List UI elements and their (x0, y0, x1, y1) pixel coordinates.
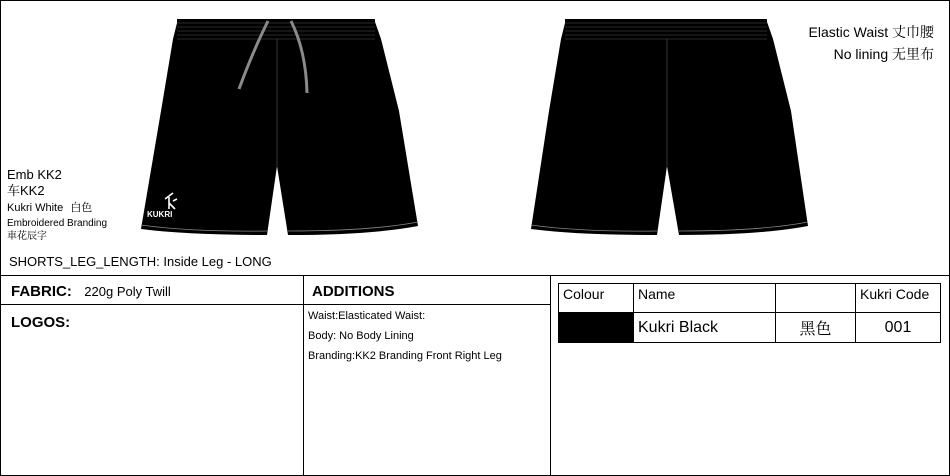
branding-en: Embroidered Branding (7, 218, 108, 229)
back-shorts-body (531, 19, 808, 235)
kukri-logo-text: KUKRI (147, 210, 173, 219)
leg-length: SHORTS_LEG_LENGTH: Inside Leg - LONG (9, 254, 272, 269)
divider-sections (1, 304, 550, 305)
back-shorts-illustration (521, 11, 821, 246)
addition-branding: Branding:KK2 Branding Front Right Leg (308, 350, 502, 362)
divider-col-1 (303, 275, 304, 475)
colour-table-header (559, 284, 941, 313)
fabric-section (11, 283, 171, 301)
header-kukri-code: Kukri Code (856, 284, 941, 313)
logos-label: LOGOS: (11, 314, 71, 331)
header-colour: Colour (559, 284, 634, 313)
colour-table (558, 283, 941, 343)
embroidery-notes (7, 167, 107, 243)
divider-main (1, 275, 949, 276)
divider-col-2 (550, 275, 551, 475)
emb-title: Emb KK2 (7, 167, 62, 182)
colour-line-cn: 白色 (70, 202, 93, 214)
fabric-value: 220g Poly Twill (84, 284, 171, 299)
back-waistband (565, 19, 767, 39)
note-elastic-waist: Elastic Waist 丈巾腰 (808, 24, 934, 40)
addition-body: Body: No Body Lining (308, 330, 414, 342)
front-shorts-body (141, 19, 418, 235)
branding-cn: 車花辰字 (7, 231, 47, 242)
front-waistband (177, 19, 375, 39)
construction-notes (809, 21, 935, 65)
emb-title-cn: 车KK2 (7, 183, 45, 198)
additions-label: ADDITIONS (312, 283, 395, 300)
colour-line-en: Kukri White (7, 202, 64, 214)
colour-name: Kukri Black (634, 313, 776, 343)
colour-name-cn: 黑色 (776, 313, 856, 343)
front-shorts-illustration (131, 11, 431, 246)
header-blank (776, 284, 856, 313)
table-row (559, 313, 941, 343)
header-name: Name (634, 284, 776, 313)
fabric-label: FABRIC: (11, 283, 72, 300)
colour-code: 001 (856, 313, 941, 343)
addition-waist: Waist:Elasticated Waist: (308, 310, 426, 322)
note-no-lining: No lining 无里布 (833, 46, 934, 62)
colour-swatch (559, 313, 634, 343)
